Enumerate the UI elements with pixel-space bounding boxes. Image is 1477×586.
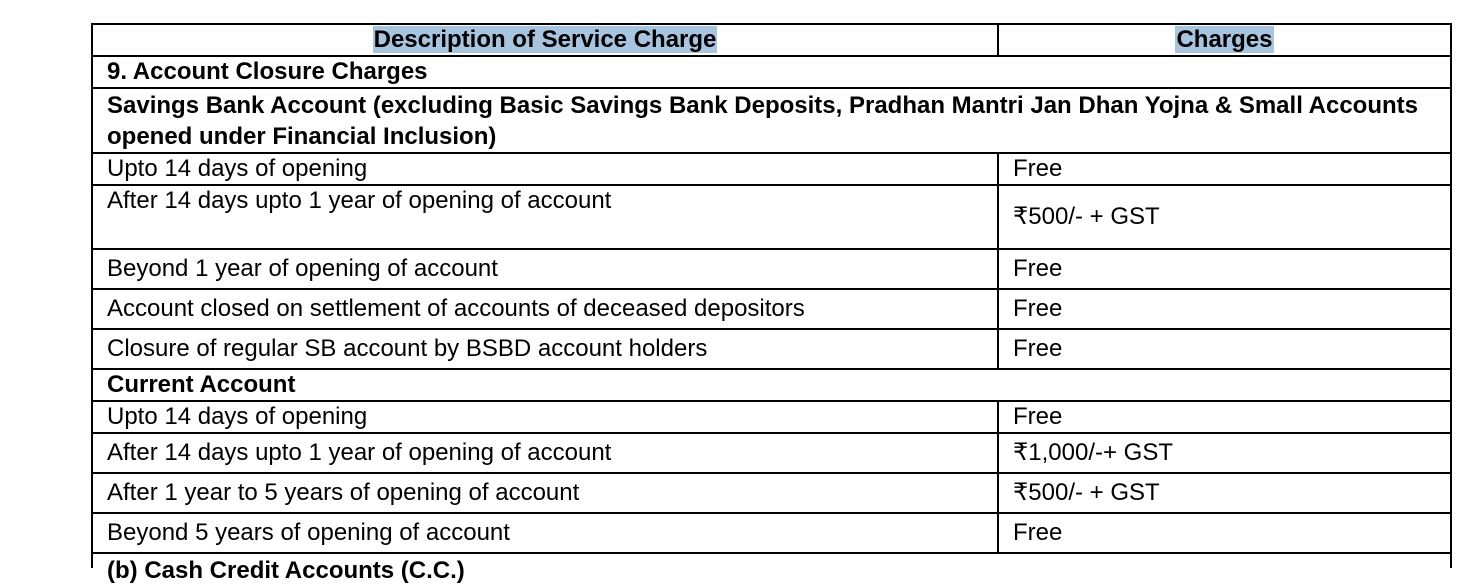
current-title: Current Account xyxy=(92,369,1451,401)
row-description: Beyond 5 years of opening of account xyxy=(92,513,998,553)
row-description: Closure of regular SB account by BSBD account holders xyxy=(92,329,998,369)
table-row xyxy=(92,401,1451,433)
next-section-title: (b) Cash Credit Accounts (C.C.) xyxy=(107,557,465,584)
current-title-row xyxy=(92,369,1451,401)
row-charge: ₹500/- + GST xyxy=(998,185,1451,249)
row-charge: ₹500/- + GST xyxy=(998,473,1451,513)
row-charge: Free xyxy=(998,329,1451,369)
next-section-row xyxy=(92,553,1451,568)
row-charge: Free xyxy=(998,401,1451,433)
section-title: 9. Account Closure Charges xyxy=(92,56,1451,88)
table-row xyxy=(92,289,1451,329)
header-description-cell xyxy=(92,24,998,56)
table-header-row xyxy=(92,24,1451,56)
header-charges: Charges xyxy=(1176,26,1273,53)
header-charges-cell xyxy=(998,24,1451,56)
row-charge: Free xyxy=(998,513,1451,553)
table-row xyxy=(92,249,1451,289)
row-description: Upto 14 days of opening xyxy=(92,153,998,185)
section-title-row xyxy=(92,56,1451,88)
row-description: After 1 year to 5 years of opening of account xyxy=(92,473,998,513)
row-description: After 14 days upto 1 year of opening of account xyxy=(92,433,998,473)
header-description: Description of Service Charge xyxy=(373,26,717,53)
row-description: Beyond 1 year of opening of account xyxy=(92,249,998,289)
table-row xyxy=(92,153,1451,185)
service-charge-table xyxy=(91,23,1452,584)
table-row xyxy=(92,473,1451,513)
row-charge: Free xyxy=(998,249,1451,289)
table-row xyxy=(92,433,1451,473)
table-row xyxy=(92,329,1451,369)
next-section-cell xyxy=(92,553,1451,584)
row-charge: Free xyxy=(998,289,1451,329)
savings-title: Savings Bank Account (excluding Basic Savings Bank Deposits, Pradhan Mantri Jan Dhan Yojna & Small Accounts opened under Financial Inclusion) xyxy=(92,88,1451,153)
row-description: After 14 days upto 1 year of opening of account xyxy=(92,185,998,249)
table-row xyxy=(92,513,1451,553)
savings-title-row xyxy=(92,88,1451,153)
row-description: Account closed on settlement of accounts of deceased depositors xyxy=(92,289,998,329)
row-description: Upto 14 days of opening xyxy=(92,401,998,433)
row-charge: Free xyxy=(998,153,1451,185)
row-charge: ₹1,000/-+ GST xyxy=(998,433,1451,473)
table-row xyxy=(92,185,1451,249)
